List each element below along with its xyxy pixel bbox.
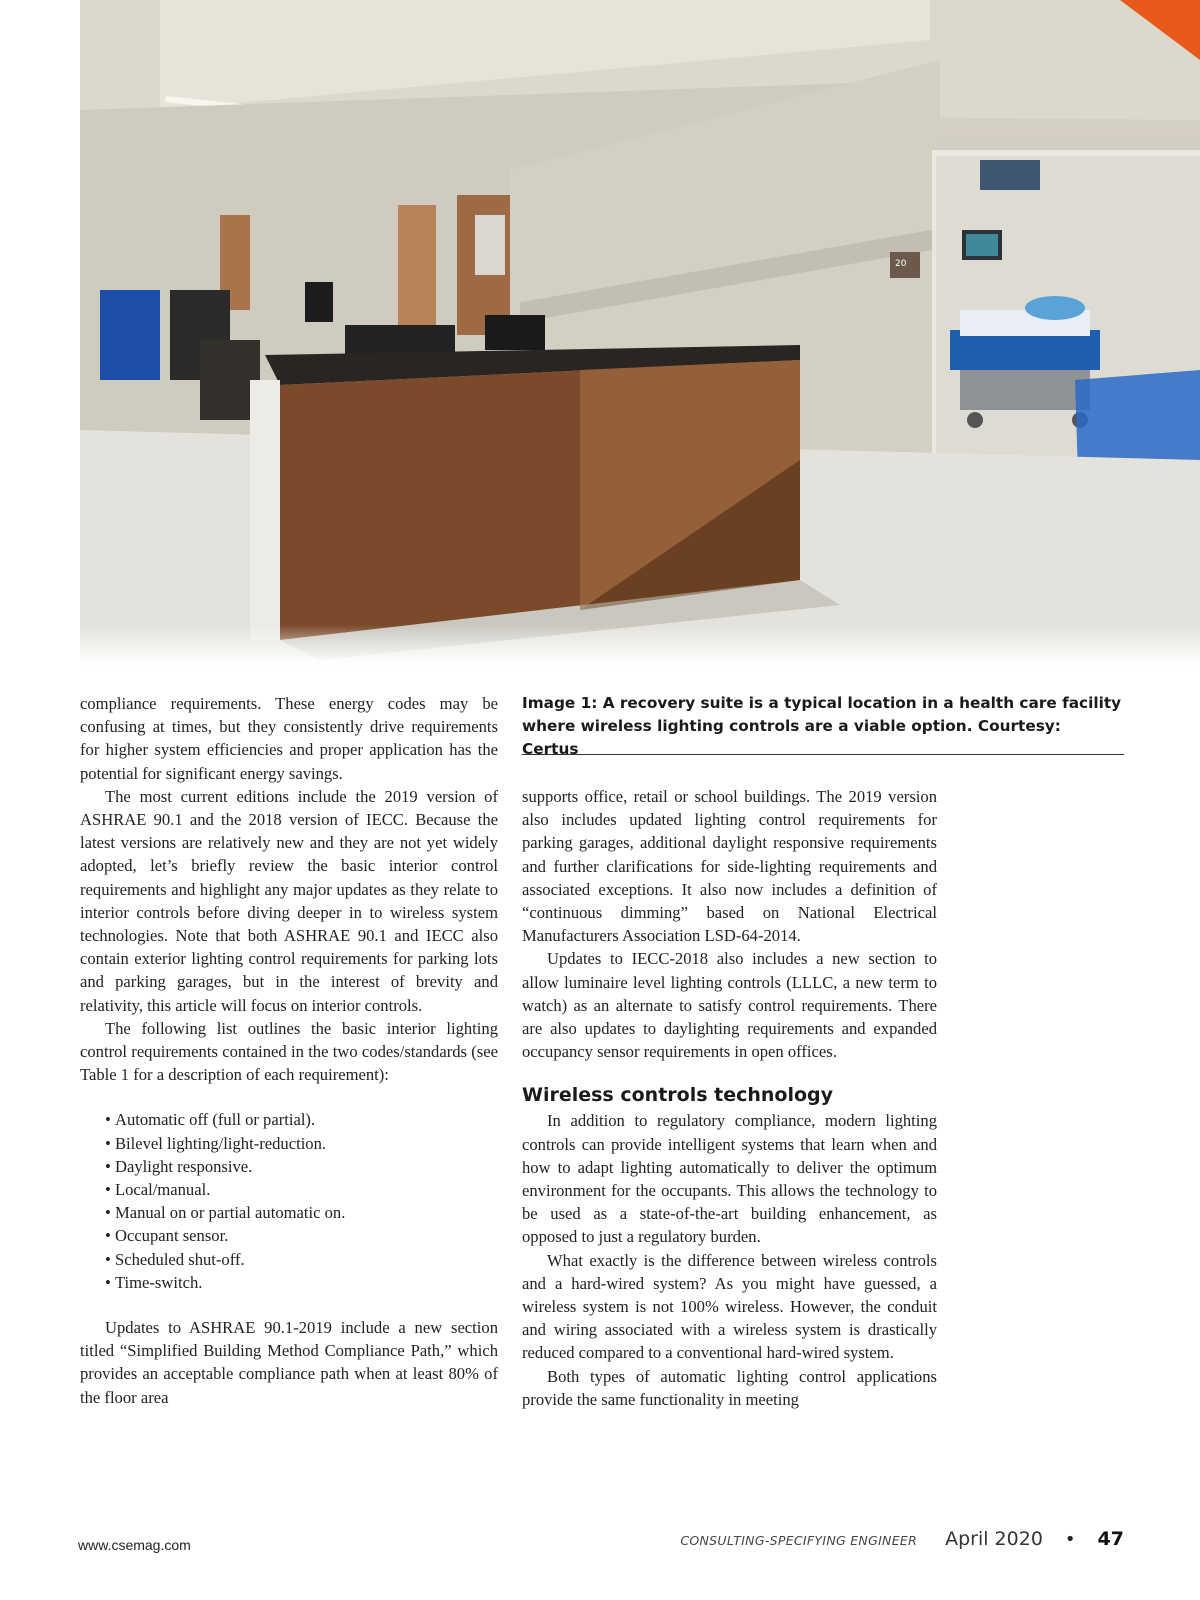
- issue-date: April 2020: [945, 1528, 1043, 1550]
- list-item: • Scheduled shut-off.: [105, 1248, 498, 1271]
- list-item: • Local/manual.: [105, 1178, 498, 1201]
- paragraph: compliance requirements. These energy codes may be confusing at times, but they consistently drive requirements for higher system efficiencies and proper application has the potential for significant energy savings.: [80, 694, 498, 783]
- paragraph: The most current editions include the 2019 version of ASHRAE 90.1 and the 2018 version of IECC. Because the latest versions are relatively new and they are not yet widely adopted, let’s briefly review the basic interior control requirements and highlight any major updates as they relate to interior controls before diving deeper in to wireless system technologies. Note that both ASHRAE 90.1 and IECC also contain exterior lighting control requirements for parking lots and parking garages, but in the interest of brevity and relativity, this article will focus on interior controls.: [80, 786, 498, 1015]
- list-item: • Bilevel lighting/light-reduction.: [105, 1132, 498, 1155]
- hero-photo: [80, 0, 1200, 665]
- accent-corner-tab: [1120, 0, 1200, 60]
- footer-website-link[interactable]: www.csemag.com: [78, 1537, 191, 1553]
- paragraph: supports office, retail or school buildings. The 2019 version also includes updated lighting control requirements for parking garages, additional daylight responsive requirements and further clarifications for side-lighting requirements and associated exceptions. It also now includes a definition of “continuous dimming” based on National Electrical Manufacturers Association LSD-64-2014.: [522, 787, 937, 946]
- paragraph: In addition to regulatory compliance, modern lighting controls can provide intelligent systems that learn when and how to adapt lighting automatically to deliver the optimum environment for the occupants. This allows the technology to be used as a state-of-the-art building enhancement, as opposed to just a regulatory burden.: [522, 1111, 937, 1247]
- page-number: 47: [1097, 1528, 1124, 1550]
- list-item: • Automatic off (full or partial).: [105, 1108, 498, 1131]
- section-heading: Wireless controls technology: [522, 1084, 834, 1107]
- photo-bottom-fade: [80, 625, 1200, 665]
- recovery-suite-illustration: [80, 0, 1200, 665]
- paragraph: What exactly is the difference between wireless controls and a hard-wired system? As you might have guessed, a wireless system is not 100% wireless. However, the conduit and wiring associated with a wireless system is drastically reduced compared to a conventional hard-wired system.: [522, 1250, 937, 1363]
- paragraph: Both types of automatic lighting control applications provide the same functionality in meeting: [522, 1366, 937, 1409]
- magazine-name: CONSULTING-SPECIFYING ENGINEER: [680, 1533, 918, 1548]
- list-item: • Occupant sensor.: [105, 1224, 498, 1247]
- list-item: • Manual on or partial automatic on.: [105, 1201, 498, 1224]
- folio-separator: •: [1064, 1529, 1076, 1550]
- photo-caption: Image 1: A recovery suite is a typical location in a health care facility where wireless lighting controls are a viable option. Courtesy: Certus: [522, 694, 1122, 758]
- article-column-left: [80, 692, 498, 1409]
- list-item: • Daylight responsive.: [105, 1155, 498, 1178]
- article-column-middle: [522, 785, 937, 1411]
- footer-folio: [680, 1528, 1124, 1550]
- paragraph: Updates to IECC-2018 also includes a new section to allow luminaire level lighting controls (LLLC, a new term to watch) as an alternate to satisfy control requirements. There are also updates to daylighting requirements and expanded occupancy sensor requirements in open offices.: [522, 949, 937, 1062]
- caption-divider: [522, 754, 1124, 755]
- list-item: • Time-switch.: [105, 1271, 498, 1294]
- paragraph: The following list outlines the basic interior lighting control requirements contained in the two codes/standards (see Table 1 for a description of each requirement):: [80, 1018, 498, 1085]
- requirements-list: [80, 1108, 498, 1294]
- paragraph: Updates to ASHRAE 90.1-2019 include a new section titled “Simplified Building Method Compliance Path,” which provides an acceptable compliance path when at least 80% of the floor area: [80, 1318, 498, 1407]
- room-sign-text: 20: [895, 259, 907, 269]
